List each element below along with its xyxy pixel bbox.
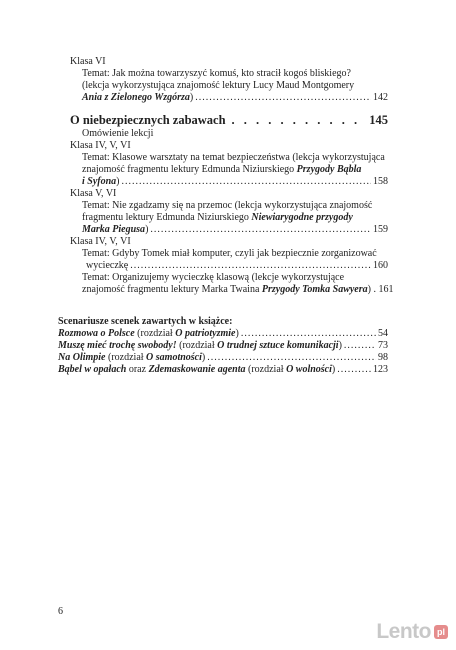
leader-dots: [241, 328, 376, 340]
section-title: O niebezpiecznych zabawach: [70, 113, 226, 127]
scene-entry: Bąbel w opałach oraz Zdemaskowanie agenta (rozdział O wolności) ..... 123: [58, 364, 388, 376]
page-ref: 73: [378, 340, 388, 351]
scene-entry: Muszę mieć trochę swobody! (rozdział O trudnej sztuce komunikacji) ..... 73: [58, 340, 388, 352]
book-title: Ania z Zielonego Wzgórza: [82, 92, 190, 103]
toc-topic: Temat: Jak można towarzyszyć komuś, kto stracił kogoś bliskiego?: [82, 68, 351, 79]
page-ref: 98: [378, 352, 388, 363]
toc-entry-row: Marka Piegusa ) ..... 159: [82, 224, 388, 236]
leader-dots: [344, 340, 376, 352]
toc-overview: Omówienie lekcji: [82, 128, 154, 139]
toc-topic: Temat: Nie zgadzamy się na przemoc (lekcja wykorzystująca znajomość: [82, 200, 373, 211]
toc-class-label: Klasa V, VI: [70, 188, 117, 199]
book-title: Przygody Bąbla: [296, 164, 362, 175]
toc-entry-row: Ania z Zielonego Wzgórza ) ..... 142: [82, 92, 388, 104]
toc-topic: Temat: Klasowe warsztaty na temat bezpieczeństwa (lekcja wykorzystująca: [82, 152, 385, 163]
section-page-ref: 145: [369, 113, 388, 127]
scene-entry: Na Olimpie (rozdział O samotności) ..... 98: [58, 352, 388, 364]
book-title: i Syfona: [82, 176, 117, 187]
page-ref: 160: [373, 260, 388, 271]
book-title: Niewiarygodne przygody: [251, 212, 353, 223]
toc-topic-cont: fragmentu lektury Edmunda Niziurskiego Niewiarygodne przygody: [82, 212, 353, 223]
toc-class-label: Klasa IV, V, VI: [70, 140, 131, 151]
page-ref: 123: [373, 364, 388, 375]
book-title: Przygody Tomka Sawyera: [261, 284, 368, 295]
toc-class-label: Klasa IV, V, VI: [70, 236, 131, 247]
scene-entry: Rozmowa o Polsce (rozdział O patriotyzmie) ..... 54: [58, 328, 388, 340]
leader-dots: [130, 260, 371, 272]
toc-entry-row: wycieczkę ..... 160: [82, 260, 388, 272]
page-ref: 158: [373, 176, 388, 187]
watermark-logo: Lento pl: [376, 620, 448, 644]
leader-dots: [150, 224, 371, 236]
toc-topic-cont: (lekcja wykorzystująca znajomość lektury Lucy Maud Montgomery: [82, 80, 355, 91]
section-heading-row: [70, 113, 388, 127]
leader-dots: [207, 352, 376, 364]
toc-entry-row: i Syfona ) ..... 158: [82, 176, 388, 188]
leader-dots: [337, 364, 371, 376]
toc-class-label: Klasa VI: [70, 56, 106, 67]
leader-dots: [232, 113, 364, 127]
page-ref: ) . 161: [367, 284, 394, 295]
book-title: Marka Piegusa: [82, 224, 146, 235]
toc-topic: Temat: Organizujemy wycieczkę klasową (lekcje wykorzystujące: [82, 272, 345, 283]
page-ref: 159: [373, 224, 388, 235]
toc-topic-cont: znajomość fragmentu lektury Marka Twaina Przygody Tomka Sawyera) . 161: [82, 284, 394, 295]
leader-dots: [195, 92, 371, 104]
scenes-heading: Scenariusze scenek zawartych w książce:: [58, 316, 233, 327]
watermark-badge: pl: [434, 625, 448, 639]
page-number: 6: [58, 606, 63, 617]
toc-topic: Temat: Gdyby Tomek miał komputer, czyli jak bezpiecznie zorganizować: [82, 248, 377, 259]
toc-topic-cont: znajomość fragmentu lektury Edmunda Niziurskiego Przygody Bąbla: [82, 164, 362, 175]
leader-dots: [122, 176, 371, 188]
page-ref: 54: [378, 328, 388, 339]
page-ref: 142: [373, 92, 388, 103]
